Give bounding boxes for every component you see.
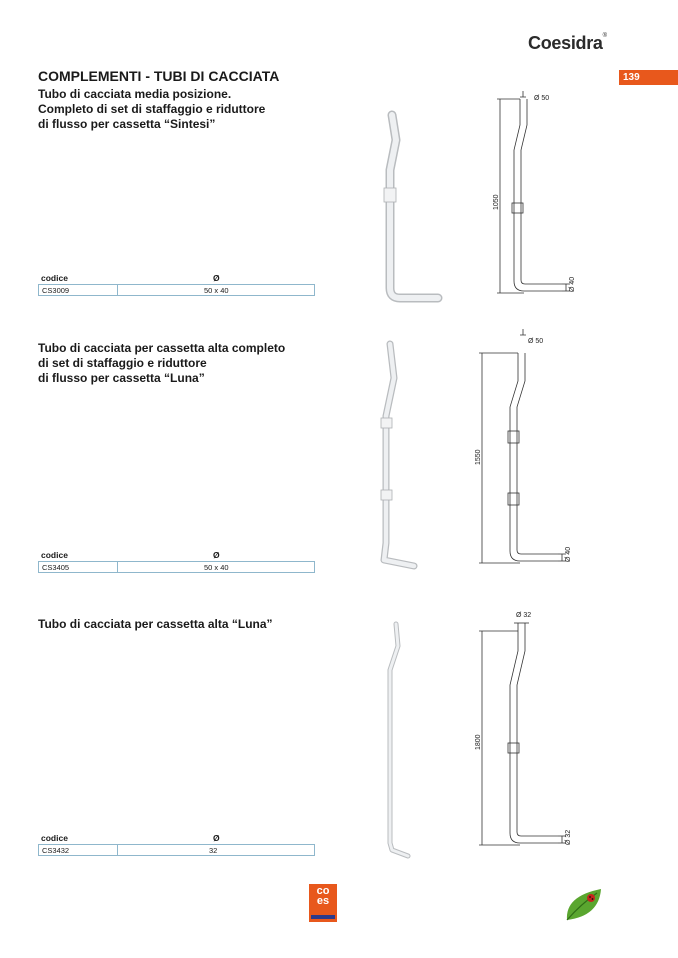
product-code: CS3432 [42,846,70,855]
leaf-ladybug-icon [563,886,605,924]
table-header [38,550,315,561]
col-code-header: codice [41,833,68,843]
product-description: Tubo di cacciata per cassetta alta completo di set di staffaggio e riduttore di flusso per cassetta “Luna” [38,341,286,385]
col-code-header: codice [41,273,68,283]
product-table [38,833,315,856]
product-diameter: 50 x 40 [204,286,229,295]
product-photo [370,110,450,305]
page-number-tab: 139 [619,70,678,85]
brand-logo [528,33,607,54]
col-diameter-header: Ø [213,273,220,283]
drawing-bottom-diameter: Ø 40 [569,276,576,292]
table-header [38,273,315,284]
product-description: Tubo di cacciata per cassetta alta “Luna” [38,617,273,631]
drawing-height: 1050 [493,194,500,210]
product-description: Tubo di cacciata media posizione. Completo di set di staffaggio e riduttore di flusso per cassetta “Sintesi” [38,87,266,131]
brand-name: Coesidra [528,33,603,53]
product-diameter: 32 [209,846,218,855]
product-diameter: 50 x 40 [204,563,229,572]
col-diameter-header: Ø [213,550,220,560]
drawing-top-diameter: Ø 50 [528,338,544,345]
table-row [38,844,315,856]
drawing-height: 1550 [475,449,482,465]
section-title: COMPLEMENTI - TUBI DI CACCIATA [38,68,280,84]
drawing-bottom-diameter: Ø 32 [565,829,572,845]
product-code: CS3009 [42,286,70,295]
logo-line-1: co [316,885,330,897]
coes-logo [309,884,337,922]
drawing-bottom-diameter: Ø 40 [565,546,572,562]
drawing-top-diameter: Ø 32 [516,612,532,619]
col-code-header: codice [41,550,68,560]
drawing-top-diameter: Ø 50 [534,95,550,102]
product-table [38,550,315,573]
product-photo [378,618,428,863]
col-diameter-header: Ø [213,833,220,843]
technical-drawing [490,85,590,300]
technical-drawing [470,325,580,580]
technical-drawing [470,605,580,860]
table-header [38,833,315,844]
table-row [38,561,315,573]
product-table [38,273,315,296]
brand-mark: ® [602,33,607,39]
logo-line-2: es [316,895,330,907]
product-code: CS3405 [42,563,70,572]
table-row [38,284,315,296]
product-photo [370,338,430,576]
drawing-height: 1800 [475,734,482,750]
